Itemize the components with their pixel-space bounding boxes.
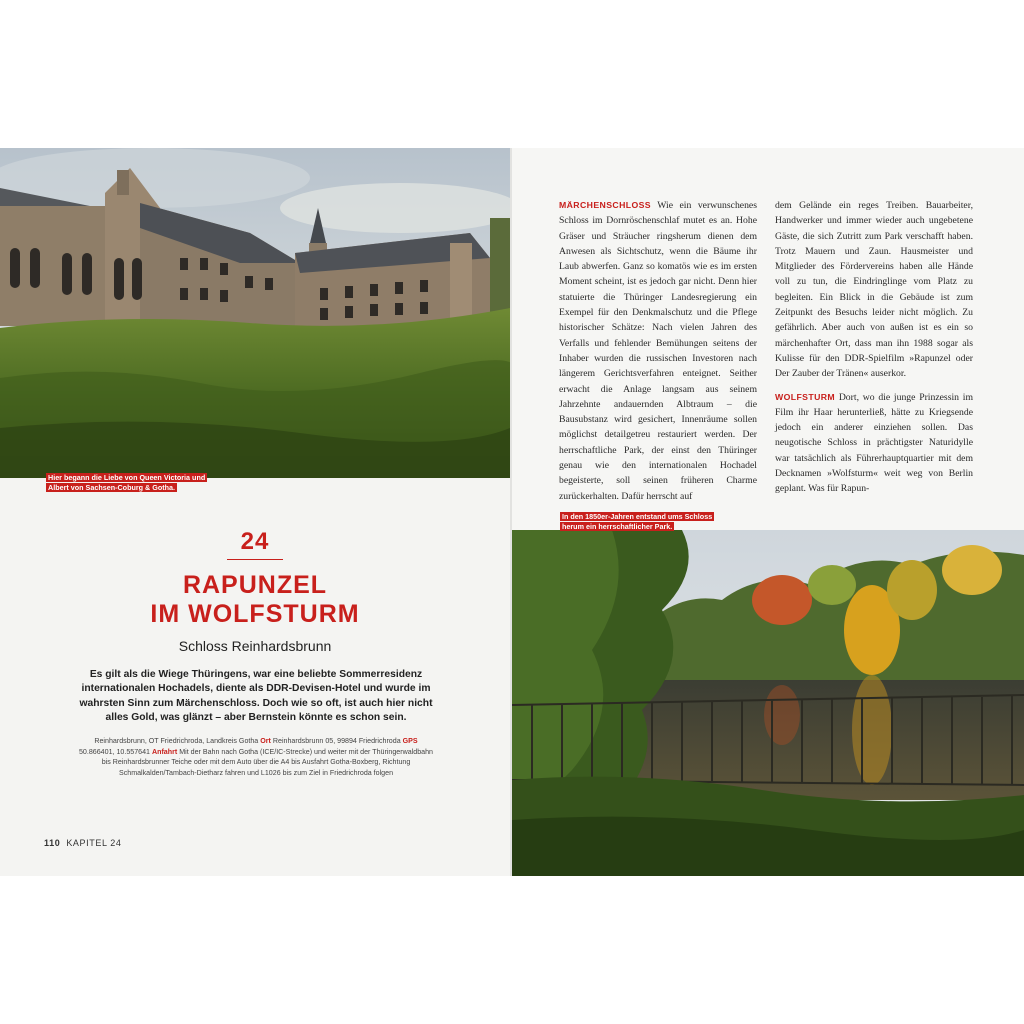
info-ort: Reinhardsbrunn 05, 99894 Friedrichroda <box>272 737 401 745</box>
title-line: RAPUNZEL <box>182 571 328 599</box>
paragraph: dem Gelände ein reges Treiben. Bauarbeiter, Handwerker und immer wieder auch ungebetene Gäste, die sich Zutritt zum Park verschafft haben. Trotz Mauern und Zaun. Hausmeister und Mitglieder des Fördervereins haben alle Hände voll zu tun, die Eindringlinge vom Platz zu begleiten. Ein Blick in die Gebäude ist zum Zeitpunkt des Besuchs leider nicht möglich. Zu gefährlich. Aber auch von außen ist es ein so märchenhafter Ort, dass man ihn 1988 sogar als Kulisse für den DDR-Spielfilm »Rapunzel oder Der Zauber der Tränen« auserkor. <box>775 200 973 380</box>
chapter-subtitle: Schloss Reinhardsbrunn <box>178 638 332 654</box>
paragraph <box>559 198 757 504</box>
lead-paragraph: Es gilt als die Wiege Thüringens, war eine beliebte Sommerresidenz internationalen Hochadels, diente als DDR-Devisen-Hotel und wurde im wahrsten Sinn zum Märchenschloss. Doch wie so oft, ist auch hier nicht alles Gold, was glänzt – aber Bernstein könnte es schon sein. <box>79 669 433 723</box>
page-number: 110 <box>44 838 61 848</box>
park-lake-photo <box>512 530 1024 876</box>
paragraph-text: Wie ein verwunschenes Schloss im Dornröschenschlaf mutet es an. Hohe Gräser und Sträucher ringsherum dienen dem Anwesen als Sichtschutz, wenn die Bäume ihr Laub abwerfen. Ganz so komatös wie es im ersten Moment scheint, ist es jedoch gar nicht. Denn hier statuierte die Thüringer Landesregierung ein Exempel für den Denkmalschutz und die Pflege historischer Schätze: Nach vielen Jahren des Verfalls und fehlender Bemühungen seitens der Inhaber wurden die russischen Investoren nach längerem Gerichtsverfahren enteignet. Seither erwacht die Anlage langsam aus seinem Jahrzehnte andauernden Albtraum – die Bausubstanz wird gesichert, Innenräume sollen möglichst detailgetreu restauriert werden. Der herrschaftliche Park, der einst den Thüringer genau wie den internationalen Hochadel begeisterte, soll seinen früheren Charme zurückerhalten. Dafür herrscht auf <box>559 200 757 502</box>
title-line: IM WOLFSTURM <box>150 600 360 628</box>
section-heading: WOLFSTURM <box>775 391 836 402</box>
chapter-title <box>0 571 510 629</box>
paragraph-text: Dort, wo die junge Prinzessin im Film ihr Haar herunterließ, hätte zu Kriegsende jedoch ein anderer einziehen sollen. Das neugotische Schloss in prächtigster Naturidylle war tatsächlich als Führerhauptquartier mit dem Decknamen »Wolfsturm« weit weg von Berlin geplant. Was für Rapun- <box>775 391 973 495</box>
info-anfahrt: Mit der Bahn nach Gotha (ICE/IC-Strecke) und weiter mit der Thüringerwaldbahn bis Reinhardsbrunner Teiche oder mit dem Auto über die A4 bis Ausfahrt Gotha-Boxberg, Richtung Schmalkalden/Tambach-Dietharz fahren und L1026 bis zum Ziel in Friedrichroda folgen <box>101 747 433 777</box>
caption-line: herum ein herrschaftlicher Park. <box>562 521 673 531</box>
paragraph <box>775 390 973 497</box>
info-gps-label: GPS <box>402 737 418 745</box>
right-page <box>512 148 1024 876</box>
text-column-1 <box>559 198 757 504</box>
info-address: Reinhardsbrunn, OT Friedrichroda, Landkreis Gotha <box>94 737 259 745</box>
caption-line: Hier begann die Liebe von Queen Victoria und <box>48 473 206 482</box>
text-column-2 <box>775 198 973 497</box>
castle-photo <box>0 148 510 478</box>
chapter-number: 24 <box>240 528 270 555</box>
castle-photo-caption <box>46 473 207 492</box>
left-page <box>0 148 510 876</box>
caption-line: Albert von Sachsen-Coburg & Gotha. <box>48 482 175 492</box>
chapter-number-rule <box>227 559 283 560</box>
info-anfahrt-label: Anfahrt <box>151 747 178 756</box>
caption-line: In den 1850er-Jahren entstand ums Schloss <box>562 512 713 521</box>
section-heading: MÄRCHENSCHLOSS <box>559 200 651 210</box>
book-spread <box>0 148 1024 876</box>
park-photo-caption <box>560 512 714 531</box>
info-ort-label: Ort <box>260 737 271 745</box>
page-folio <box>44 838 122 848</box>
folio-label: KAPITEL 24 <box>66 838 122 848</box>
location-info <box>76 736 436 778</box>
info-gps: 50.866401, 10.557641 <box>78 747 150 756</box>
